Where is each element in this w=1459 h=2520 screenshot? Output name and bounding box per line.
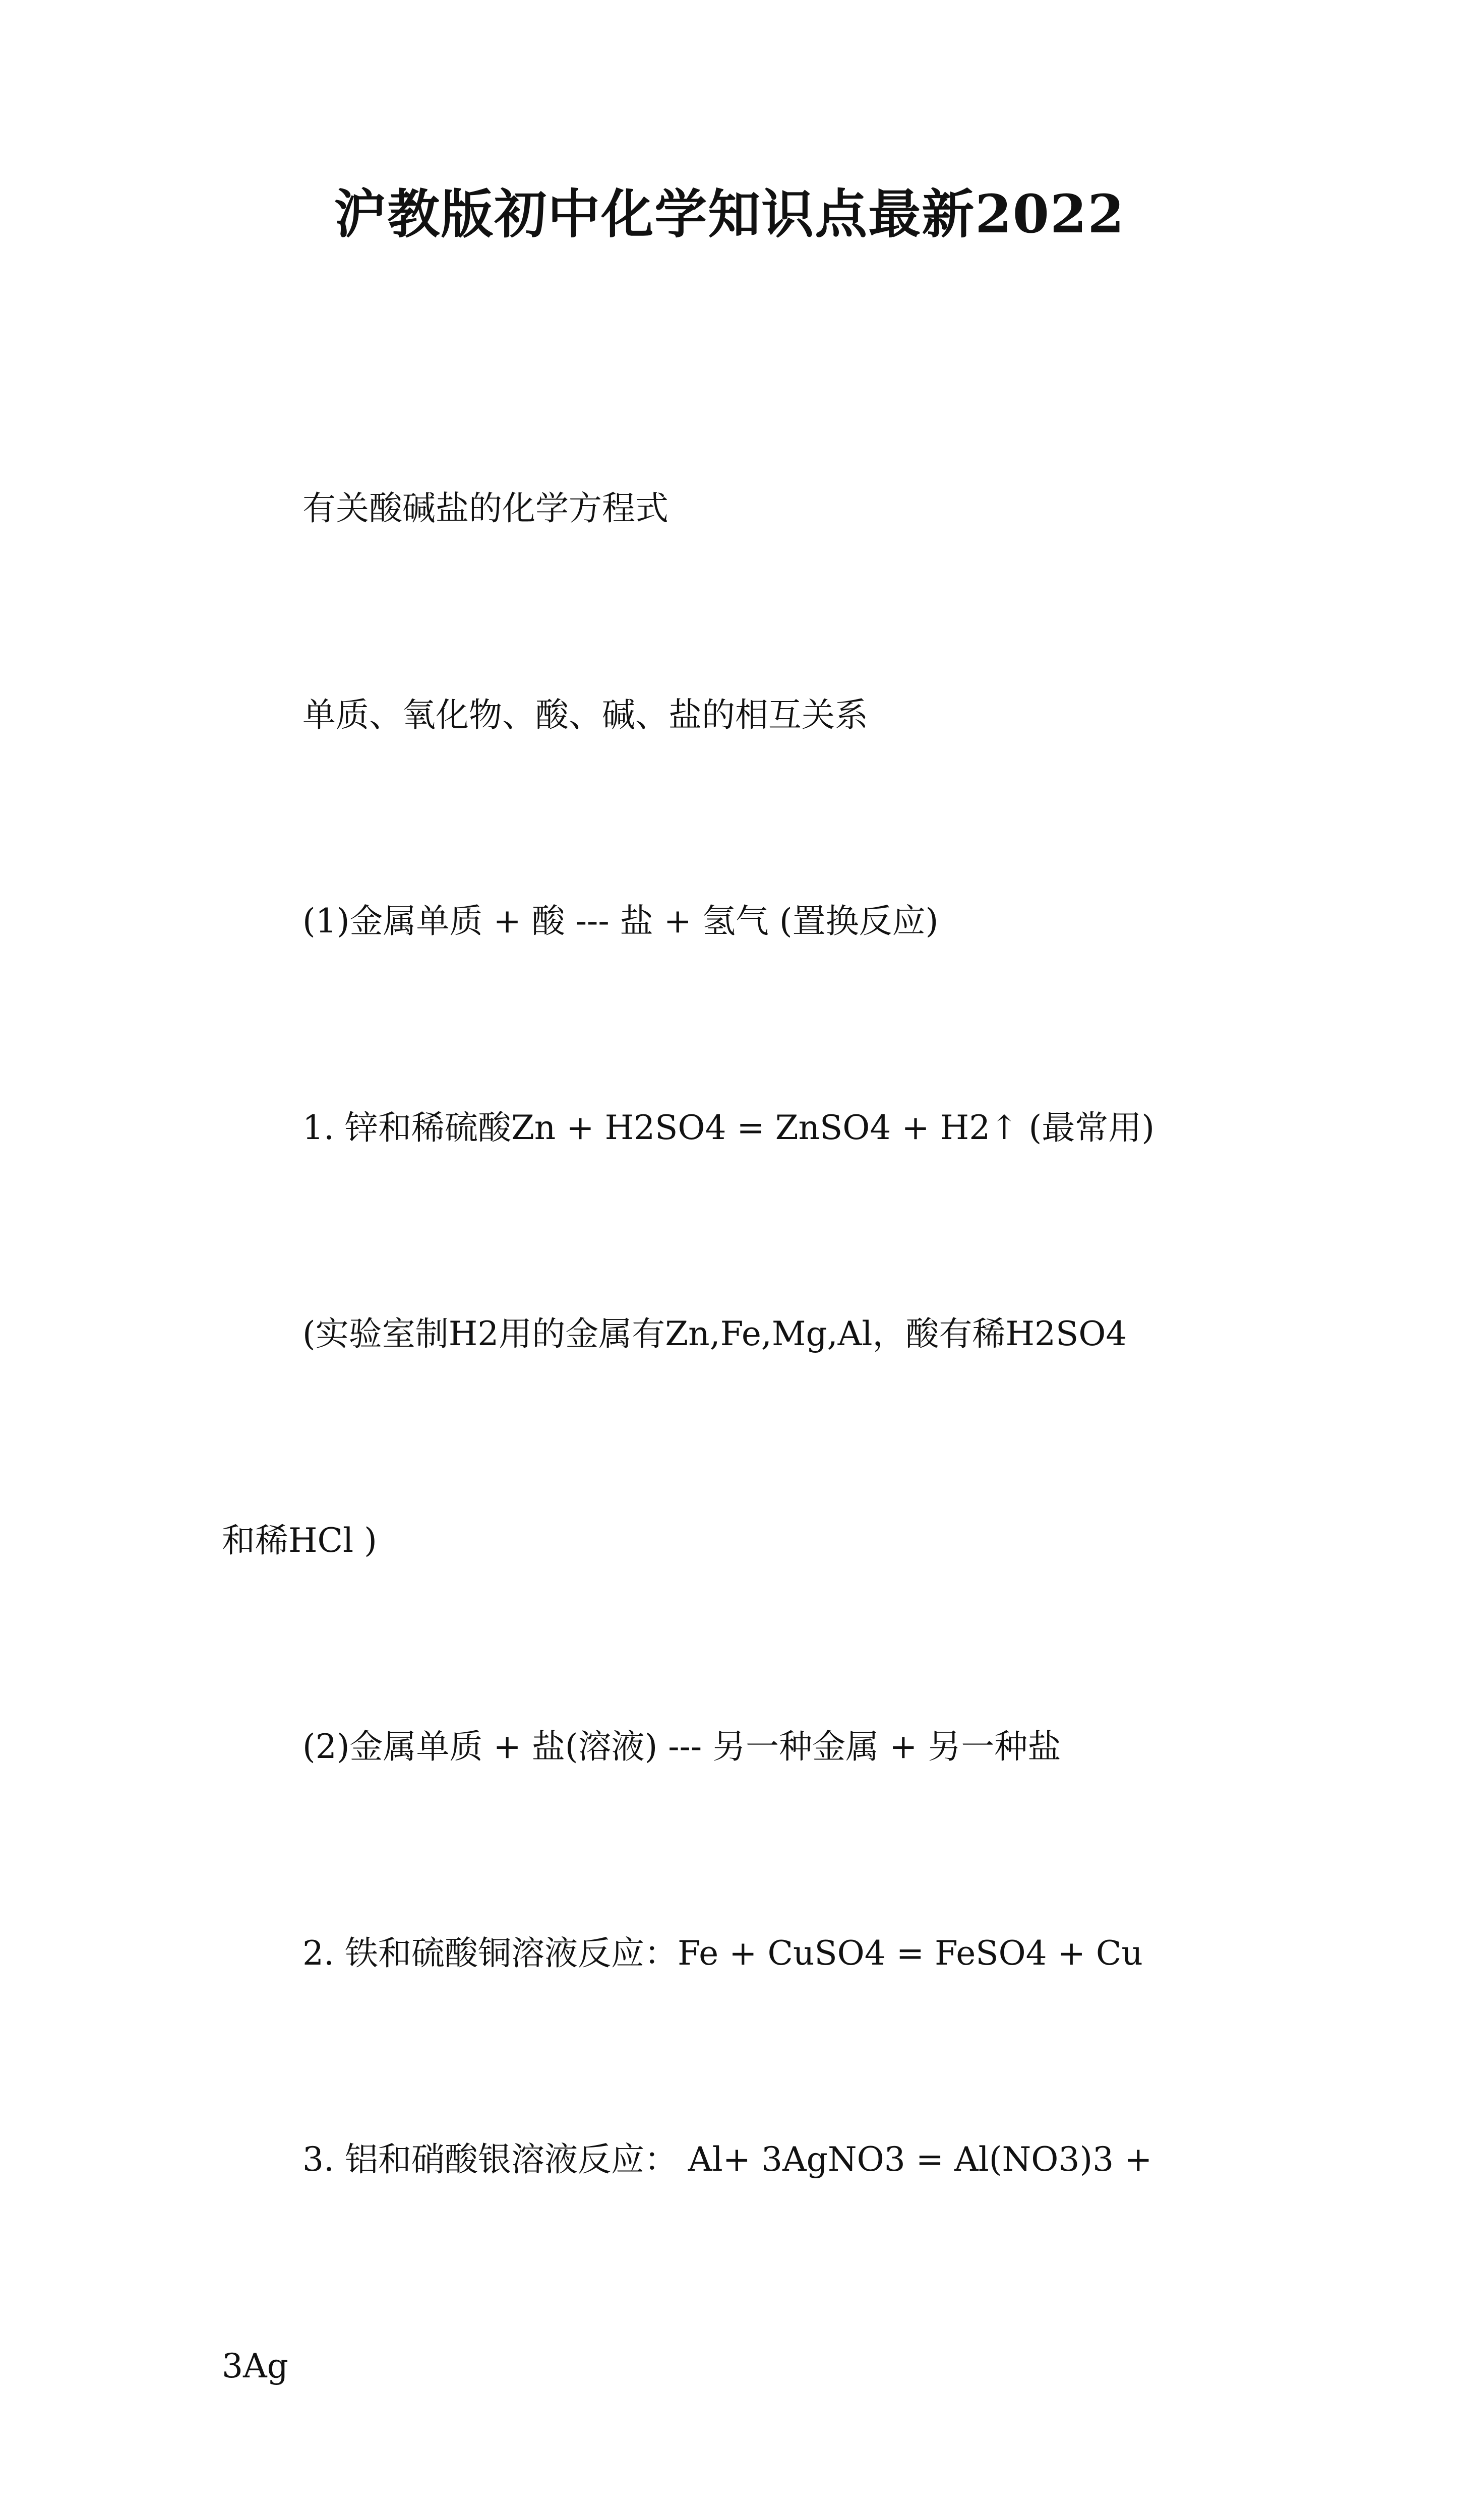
text-line: 2. 铁和硫酸铜溶液反应：Fe + CuSO4 = FeSO4 + Cu bbox=[302, 1933, 1143, 1973]
text-line: 和稀HCl ) bbox=[222, 1521, 377, 1560]
text-line: 3. 铝和硝酸银溶液反应： Al+ 3AgNO3 = Al(NO3)3 + bbox=[302, 2140, 1152, 2179]
text-line: (2)金属单质 + 盐(溶液) --- 另一种金属 + 另一种盐 bbox=[302, 1727, 1061, 1766]
text-line: 有关酸碱盐的化学方程式 bbox=[302, 489, 668, 528]
text-line: (1)金属单质 + 酸 --- 盐 + 氢气 (置换反应) bbox=[302, 902, 939, 940]
text-line: 3Ag bbox=[222, 2346, 288, 2385]
document-body bbox=[222, 337, 1245, 2520]
text-line: (实验室制H2用的金属有Zn,Fe,Mg,Al，酸有稀H2SO4 bbox=[302, 1314, 1127, 1353]
text-line: 1. 锌和稀硫酸Zn + H2SO4 = ZnSO4 + H2↑ (最常用) bbox=[302, 1108, 1154, 1147]
document-title: 沪教版初中化学知识点最新2022 bbox=[334, 183, 1125, 245]
text-line: 单质、氧化物、酸、碱、盐的相互关系 bbox=[302, 695, 868, 734]
